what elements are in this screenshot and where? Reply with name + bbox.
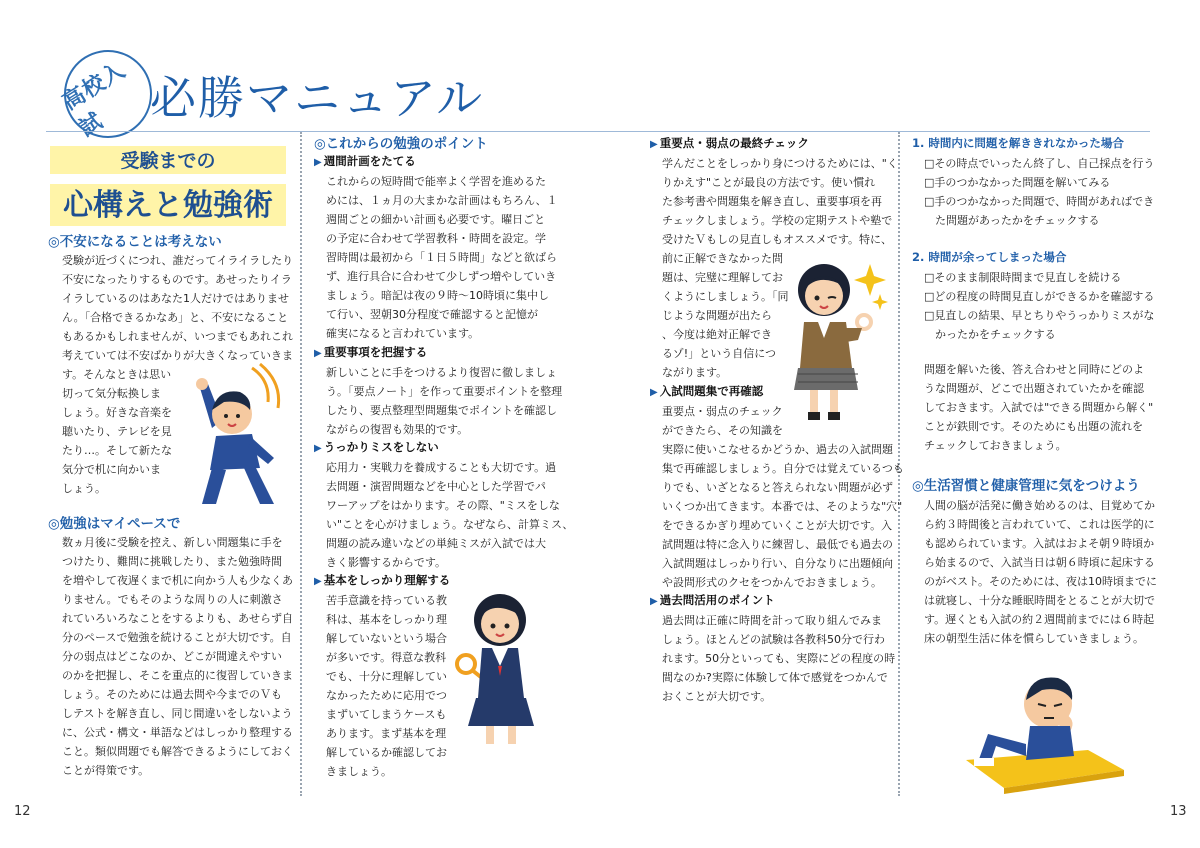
text-line: ましょう。暗記は夜の９時〜10時頃に集中し	[326, 289, 549, 302]
section-title-lifestyle: ◎生活習慣と健康管理に気をつけよう	[912, 478, 1140, 494]
checklist-ran-out-of-time	[924, 154, 1154, 230]
text-line: は就寝し、十分な睡眠時間をとることが大切で	[924, 594, 1155, 607]
page-number-left: 12	[14, 804, 31, 819]
text-line: 実際に使いこなせるかどうか、過去の入試問題	[662, 443, 893, 456]
text-line: しょう。好きな音楽を	[62, 406, 172, 419]
text-line: おくことが大切です。	[662, 690, 772, 703]
text-line: ことが鉄則です。そのためにも出題の流れを	[924, 420, 1144, 433]
body-weekly-plan	[326, 172, 558, 343]
column-divider	[300, 132, 302, 796]
text-line: ら始まるので、入試当日は朝６時頃に起床する	[924, 556, 1155, 569]
text-line: イラしているのはあなた1人だけではありませ	[62, 292, 289, 305]
body-key-items	[326, 363, 562, 439]
text-line: つけたり、難問に挑戦したり、また勉強時間	[62, 555, 282, 568]
text-line: 習時間は最初から「１日５時間」などと欲ばら	[326, 251, 557, 264]
stretching-boy-illustration	[182, 358, 290, 508]
text-line: 試問題は特に念入りに練習し、最低でも過去の	[662, 538, 893, 551]
page-number-right: 13	[1170, 804, 1187, 819]
triangle-icon: ▶	[314, 576, 322, 587]
subheading-key-items	[314, 344, 427, 362]
subheading-text: 重要点・弱点の最終チェック	[659, 136, 809, 150]
text-line: きく影響するからです。	[326, 556, 447, 569]
text-line: 重要点・弱点のチェック	[662, 405, 783, 418]
checklist-item: □どの程度の時間見直しができるかを確認する	[924, 290, 1155, 303]
text-line: ん。「合格できるかなあ」と、不安になること	[62, 311, 289, 324]
text-line: ず、進行具合に合わせて少しずつ増やしていき	[326, 270, 557, 283]
text-line: のかを把握し、そこを重点的に復習していきま	[62, 669, 293, 682]
checklist-item: た問題があったかをチェックする	[924, 214, 1100, 227]
triangle-icon: ▶	[650, 139, 658, 150]
text-line: れていろいろなことをするよりも、あせらず自	[62, 612, 293, 625]
text-line: しておきます。入試では"できる問題から解く"	[924, 401, 1154, 414]
text-line: て行い、翌朝30分程度で確認すると記憶が	[326, 308, 538, 321]
text-line: 集で再確認しましょう。自分では覚えているつも	[662, 462, 904, 475]
text-line: に、公式・構文・単語などはしっかり整理する	[62, 726, 293, 739]
text-line: が多いです。得意な教科	[326, 651, 447, 664]
text-line: 人間の脳が活発に働き始めるのは、目覚めてか	[924, 499, 1155, 512]
text-line: 応用力・実戦力を養成することも大切です。過	[326, 461, 557, 474]
situp-boy-illustration	[938, 664, 1130, 794]
text-line: 前に正解できなかった問	[662, 252, 783, 265]
text-line: 科は、基本をしっかり理	[326, 613, 447, 626]
text-line: チェックしましょう。学校の定期テストや塾で	[662, 214, 893, 227]
body-review-flow	[924, 360, 1153, 455]
text-line: 解しているか確認してお	[326, 746, 447, 759]
checklist-item: □見直しの結果、早とちりやうっかりミスがな	[924, 309, 1155, 322]
heading-line1: 受験までの	[120, 150, 216, 172]
text-line: 考えていては不安ばかりが大きくなっていきま	[62, 349, 293, 362]
text-line: ワーアップをはかります。その際、"ミスをしな	[326, 499, 560, 512]
text-line: まずいてしまうケースも	[326, 708, 447, 721]
text-line: 学んだことをしっかり身につけるためには、"く	[662, 157, 898, 170]
checklist-item: □その時点でいったん終了し、自己採点を行う	[924, 157, 1155, 170]
text-line: でも、十分に理解してい	[326, 670, 447, 683]
text-line: 不安になったりするものです。あせったりイラ	[62, 273, 292, 286]
subheading-recheck	[650, 383, 763, 401]
checklist-item: □そのまま制限時間まで見直しを続ける	[924, 271, 1122, 284]
text-line: 数ヵ月後に受験を控え、新しい問題集に手を	[62, 536, 283, 549]
text-line: りでも、いざとなると答えられない問題が必ず	[662, 481, 893, 494]
body-pace	[62, 533, 293, 780]
section-heading-box	[50, 140, 286, 232]
text-line: りません。でもそのような周りの人に刺激さ	[62, 593, 283, 606]
text-line: じような問題が出たら	[662, 309, 772, 322]
text-line: 苦手意識を持っている教	[326, 594, 447, 607]
text-line: ながります。	[662, 366, 728, 379]
girl-ok-sign-illustration	[784, 258, 888, 424]
section-title-study-points: ◎これからの勉強のポイント	[314, 136, 488, 152]
text-line: 解していないという場合	[326, 632, 447, 645]
text-line: 入試問題はしっかり行い、自分なりに出題傾向	[662, 557, 893, 570]
text-line: るゾ!」という自信につ	[662, 347, 776, 360]
text-line: を増やして夜遅くまで机に向かう人も少なくあ	[62, 574, 293, 587]
text-line: ことが得策です。	[62, 764, 150, 777]
text-line: もあるかもしれませんが、いつまでもあれこれ	[62, 330, 293, 343]
heading-ran-out-of-time: 1. 時間内に問題を解ききれなかった場合	[912, 136, 1124, 150]
text-line: をできるかぎり埋めていくことが大切です。入	[662, 519, 893, 532]
text-line: 問題の読み違いなどの単純ミスが入試では大	[326, 537, 546, 550]
text-line: なかったために応用でつ	[326, 689, 447, 702]
text-line: 気分で机に向かいま	[62, 463, 161, 476]
checklist-time-left-over	[924, 268, 1154, 344]
subheading-past-exams	[650, 592, 775, 610]
text-line: こと。類似問題でも解答できるようにしておく	[62, 745, 293, 758]
header-rule	[46, 131, 1150, 132]
triangle-icon: ▶	[650, 596, 658, 607]
text-line: これからの短時間で能率よく学習を進めるた	[326, 175, 546, 188]
checklist-item: □手のつかなかった問題を解いてみる	[924, 176, 1111, 189]
body-careless-mistakes	[326, 458, 573, 572]
heading-line2: 心構えと勉強術	[63, 188, 273, 223]
text-line: 新しいことに手をつけるより復習に徹しましょ	[326, 366, 557, 379]
body-past-exams	[662, 611, 895, 706]
triangle-icon: ▶	[314, 348, 322, 359]
text-line: きましょう。	[326, 765, 392, 778]
text-line: あります。まず基本を理	[326, 727, 447, 740]
text-line: したり、要点整理型問題集でポイントを確認し	[326, 404, 557, 417]
subheading-text: 週間計画をたてる	[323, 154, 416, 168]
triangle-icon: ▶	[650, 387, 658, 398]
text-line: 分のペースで勉強を続けることが大切です。自	[62, 631, 292, 644]
text-line: た参考書や問題集を解き直し、重要事項を再	[662, 195, 882, 208]
girl-magnifier-illustration	[452, 578, 552, 762]
text-line: 問題を解いた後、答え合わせと同時にどのよ	[924, 363, 1144, 376]
text-line: うな問題が、どこで出題されていたかを確認	[924, 382, 1144, 395]
subheading-careless-mistakes	[314, 439, 439, 457]
body-recheck	[662, 402, 904, 592]
text-line: しょう。ほとんどの試験は各教科50分で行わ	[662, 633, 885, 646]
body-lifestyle	[924, 496, 1157, 648]
subheading-text: 入試問題集で再確認	[659, 384, 764, 398]
subheading-final-check	[650, 135, 809, 153]
subheading-basics	[314, 572, 450, 590]
text-line: の予定に合わせて学習教科・時間を設定。学	[326, 232, 546, 245]
subheading-text: 過去問活用のポイント	[659, 593, 775, 607]
text-line: 題は、完璧に理解してお	[662, 271, 783, 284]
text-line: す。そんなときは思い	[62, 368, 172, 381]
body-basics	[326, 591, 447, 781]
text-line: しょう。	[62, 482, 106, 495]
text-line: 確実になると言われています。	[326, 327, 480, 340]
checklist-item: かったかをチェックする	[924, 328, 1056, 341]
text-line: 過去問は正確に時間を計って取り組んでみま	[662, 614, 882, 627]
text-line: 床の朝型生活に体を慣らしていきましょう。	[924, 632, 1144, 645]
text-line: や設問形式のクセをつかんでおきましょう。	[662, 576, 882, 589]
seal-text: 高校入試	[58, 56, 131, 142]
text-line: 分の弱点はどこなのか、どこが間違えやすい	[62, 650, 282, 663]
text-line: 受けたＶもしの見直しもオススメです。特に、	[662, 233, 893, 246]
subheading-text: 基本をしっかり理解する	[323, 573, 451, 587]
text-line: す。遅くとも入試の約２週間前までには６時起	[924, 613, 1155, 626]
text-line: も認められています。入試はおよそ朝９時頃か	[924, 537, 1155, 550]
text-line: ができたら、その知識を	[662, 424, 783, 437]
text-line: しテストを解き直し、同じ間違いをしないよう	[62, 707, 293, 720]
text-line: れます。50分といっても、実際にどの程度の時	[662, 652, 896, 665]
text-line: チェックしておきましょう。	[924, 439, 1067, 452]
subheading-weekly-plan	[314, 153, 416, 171]
triangle-icon: ▶	[314, 157, 322, 168]
text-line: 去問題・演習問題などを中心とした学習でパ	[326, 480, 546, 493]
text-line: 切って気分転換しま	[62, 387, 161, 400]
subheading-text: うっかりミスをしない	[323, 440, 439, 454]
heading-time-left-over: 2. 時間が余ってしまった場合	[912, 250, 1067, 264]
text-line: のがベスト。そのためには、夜は10時頃までに	[924, 575, 1158, 588]
text-line: ら約３時間後と言われていて、これは医学的に	[924, 518, 1155, 531]
text-line: う。「要点ノート」を作って重要ポイントを整理	[326, 385, 563, 398]
section-title-pace: ◎勉強はマイペースで	[48, 516, 181, 532]
triangle-icon: ▶	[314, 443, 322, 454]
subheading-text: 重要事項を把握する	[323, 345, 428, 359]
text-line: ながらの復習も効果的です。	[326, 423, 469, 436]
section-title-anxiety: ◎不安になることは考えない	[48, 234, 222, 250]
text-line: い"ことを心がけましょう。なぜなら、計算ミス、	[326, 518, 574, 531]
text-line: 週間ごとの細かい計画も必要です。曜日ごと	[326, 213, 546, 226]
text-line: 聴いたり、テレビを見	[62, 425, 172, 438]
page-title: 必勝マニュアル	[150, 71, 485, 125]
checklist-item: □手のつかなかった問題で、時間があればでき	[924, 195, 1155, 208]
text-line: 、今度は絶対正解でき	[662, 328, 772, 341]
text-line: りかえす"ことが最良の方法です。使い慣れ	[662, 176, 876, 189]
text-line: 受験が近づくにつれ、誰だってイライラしたり	[62, 254, 294, 267]
text-line: いくつか出てきます。本番では、そのような"穴"	[662, 500, 903, 513]
text-line: めには、１ヵ月の大まかな計画はもちろん、１	[326, 194, 558, 207]
text-line: 間なのか?実際に体験して体で感覚をつかんで	[662, 671, 888, 684]
text-line: しょう。そのためには過去問や今までのＶも	[62, 688, 282, 701]
text-line: くようにしましょう。「同	[662, 290, 789, 303]
text-line: たり…。そして新たな	[62, 444, 172, 457]
